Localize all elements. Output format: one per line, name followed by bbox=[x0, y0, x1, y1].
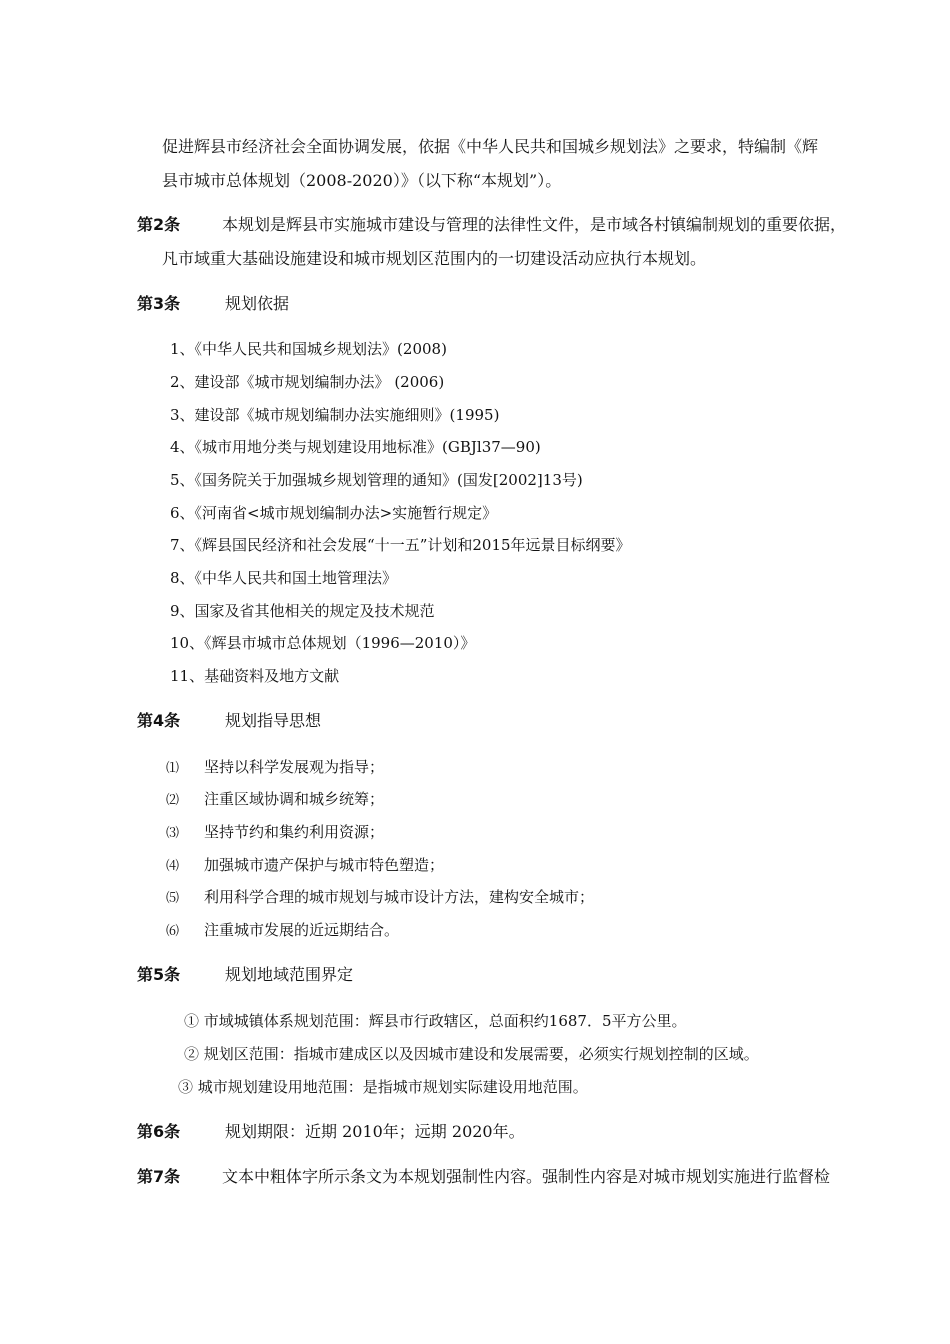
basis-item: 8、《中华人民共和国土地管理法》 bbox=[170, 569, 398, 587]
article-3-label: 第3条 bbox=[137, 294, 181, 313]
article-2-line-1: 本规划是辉县市实施城市建设与管理的法律性文件，是市域各村镇编制规划的重要依据， bbox=[222, 215, 847, 234]
principle-item bbox=[166, 855, 444, 877]
principle-number: ⑹ bbox=[166, 924, 180, 939]
article-2-label: 第2条 bbox=[137, 215, 181, 234]
article-7-text: 文本中粗体字所示条文为本规划强制性内容。强制性内容是对城市规划实施进行监督检 bbox=[222, 1167, 831, 1186]
article-5-label: 第5条 bbox=[137, 965, 181, 984]
principle-number: ⑷ bbox=[166, 859, 180, 874]
article-3-title: 规划依据 bbox=[225, 294, 290, 313]
principle-text: 利用科学合理的城市规划与城市设计方法，建构安全城市； bbox=[204, 888, 595, 906]
article-6-text: 规划期限：近期 2010年；远期 2020年。 bbox=[225, 1122, 525, 1141]
basis-item: 3、建设部《城市规划编制办法实施细则》(1995) bbox=[170, 406, 500, 424]
article-4-label: 第4条 bbox=[137, 711, 181, 730]
scope-item: ② 规划区范围：指城市建成区以及因城市建设和发展需要，必须实行规划控制的区域。 bbox=[184, 1045, 759, 1063]
principle-text: 注重城市发展的近远期结合。 bbox=[204, 921, 400, 939]
scope-item: ③ 城市规划建设用地范围：是指城市规划实际建设用地范围。 bbox=[178, 1078, 588, 1096]
basis-item: 6、《河南省<城市规划编制办法>实施暂行规定》 bbox=[170, 504, 498, 522]
article-6-label: 第6条 bbox=[137, 1122, 181, 1141]
basis-item: 9、国家及省其他相关的规定及技术规范 bbox=[170, 602, 435, 620]
basis-item: 10、《辉县市城市总体规划（1996—2010）》 bbox=[170, 634, 476, 652]
principle-number: ⑴ bbox=[166, 761, 180, 776]
principle-text: 加强城市遗产保护与城市特色塑造； bbox=[204, 856, 445, 874]
principle-text: 注重区域协调和城乡统筹； bbox=[204, 790, 385, 808]
principle-item bbox=[166, 757, 384, 779]
intro-line-1: 促进辉县市经济社会全面协调发展，依据《中华人民共和国城乡规划法》之要求，特编制《辉 bbox=[162, 137, 819, 156]
article-4-title: 规划指导思想 bbox=[225, 711, 322, 730]
principle-text: 坚持节约和集约利用资源； bbox=[204, 823, 385, 841]
principle-number: ⑶ bbox=[166, 826, 180, 841]
basis-item: 1、《中华人民共和国城乡规划法》(2008) bbox=[170, 340, 447, 358]
principle-item bbox=[166, 920, 399, 942]
intro-line-2: 县市城市总体规划（2008-2020）》（以下称“本规划”）。 bbox=[162, 171, 562, 190]
basis-item: 7、《辉县国民经济和社会发展“十一五”计划和2015年远景目标纲要》 bbox=[170, 536, 631, 554]
scope-item: ① 市域城镇体系规划范围：辉县市行政辖区，总面积约1687．5平方公里。 bbox=[184, 1012, 687, 1030]
article-7-label: 第7条 bbox=[137, 1167, 181, 1186]
principle-number: ⑵ bbox=[166, 793, 180, 808]
basis-item: 5、《国务院关于加强城乡规划管理的通知》(国发[2002]13号) bbox=[170, 471, 583, 489]
basis-item: 11、基础资料及地方文献 bbox=[170, 667, 340, 685]
principle-item bbox=[166, 887, 594, 909]
principle-text: 坚持以科学发展观为指导； bbox=[204, 758, 385, 776]
basis-item: 2、建设部《城市规划编制办法》 (2006) bbox=[170, 373, 445, 391]
principle-number: ⑸ bbox=[166, 891, 180, 906]
article-2-line-2: 凡市域重大基础设施建设和城市规划区范围内的一切建设活动应执行本规划。 bbox=[162, 249, 707, 268]
principle-item bbox=[166, 789, 384, 811]
basis-item: 4、《城市用地分类与规划建设用地标准》(GBJl37—90) bbox=[170, 438, 541, 456]
article-5-title: 规划地域范围界定 bbox=[225, 965, 354, 984]
principle-item bbox=[166, 822, 384, 844]
